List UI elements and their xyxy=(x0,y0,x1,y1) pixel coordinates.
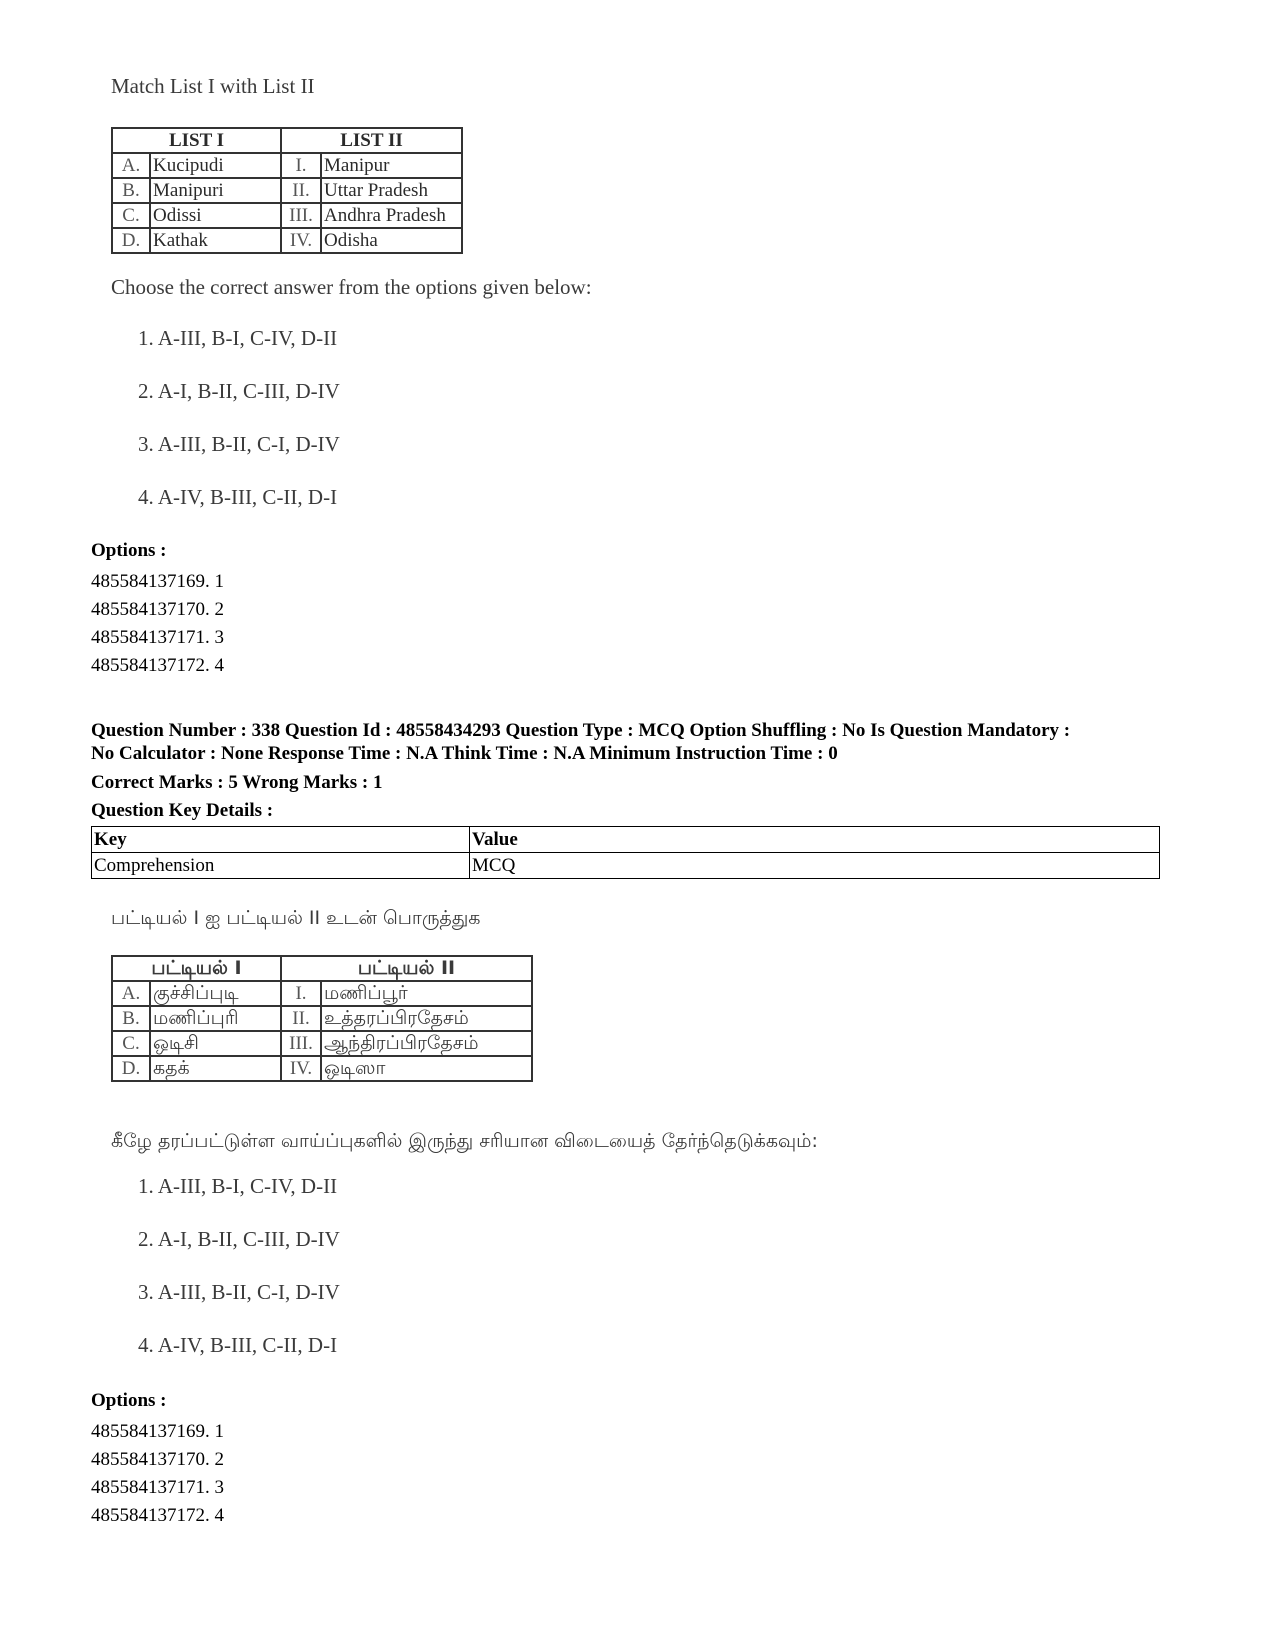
q2-options-list xyxy=(91,1418,224,1530)
q1-options-label: Options : xyxy=(91,540,167,561)
answer-option: 1. A-III, B-I, C-IV, D-II xyxy=(138,326,338,350)
row-numeral: III. xyxy=(281,203,321,228)
table-row xyxy=(112,203,462,228)
q2-choose-text: கீழே தரப்பட்டுள்ள வாய்ப்புகளில் இருந்து சரியான விடையைத் தேர்ந்தெடுக்கவும்: xyxy=(111,1130,818,1152)
answer-option: 4. A-IV, B-III, C-II, D-I xyxy=(138,485,338,509)
row-numeral: II. xyxy=(281,178,321,203)
row-numeral: I. xyxy=(281,153,321,178)
row-numeral: I. xyxy=(281,981,321,1006)
q1-choose-text: Choose the correct answer from the options given below: xyxy=(111,275,592,299)
option-id: 485584137170. 2 xyxy=(91,599,224,620)
row-match: Uttar Pradesh xyxy=(321,178,462,203)
q1-instruction: Match List I with List II xyxy=(111,74,315,98)
q2-key-table xyxy=(91,826,1160,879)
answer-option: 2. A-I, B-II, C-III, D-IV xyxy=(138,379,340,403)
row-numeral: II. xyxy=(281,1006,321,1031)
table-row xyxy=(112,1031,532,1056)
row-match: Odisha xyxy=(321,228,462,253)
q1-table-header-list1: LIST I xyxy=(112,128,281,153)
q2-options-label: Options : xyxy=(91,1390,167,1411)
row-numeral: III. xyxy=(281,1031,321,1056)
table-row xyxy=(92,853,1160,879)
table-row xyxy=(112,981,532,1006)
option-id: 485584137171. 3 xyxy=(91,1477,224,1498)
row-letter: C. xyxy=(112,1031,150,1056)
option-id: 485584137172. 4 xyxy=(91,1505,224,1526)
table-row xyxy=(112,228,462,253)
table-row xyxy=(112,1056,532,1081)
q1-match-table xyxy=(111,127,463,254)
q2-table-header-list2: பட்டியல் II xyxy=(281,956,532,981)
row-item: Odissi xyxy=(150,203,281,228)
table-row xyxy=(112,178,462,203)
q2-meta-line1: Question Number : 338 Question Id : 48558434293 Question Type : MCQ Option Shuffling : No Is Question Mandatory : xyxy=(91,720,1071,741)
option-id: 485584137169. 1 xyxy=(91,1421,224,1442)
row-item: Kucipudi xyxy=(150,153,281,178)
row-item: Manipuri xyxy=(150,178,281,203)
row-match: Manipur xyxy=(321,153,462,178)
option-id: 485584137170. 2 xyxy=(91,1449,224,1470)
q2-marks: Correct Marks : 5 Wrong Marks : 1 xyxy=(91,772,383,793)
option-id: 485584137171. 3 xyxy=(91,627,224,648)
key-header: Key xyxy=(92,827,470,853)
row-numeral: IV. xyxy=(281,1056,321,1081)
row-item: மணிப்புரி xyxy=(150,1006,281,1031)
option-id: 485584137172. 4 xyxy=(91,655,224,676)
row-item: Kathak xyxy=(150,228,281,253)
table-row xyxy=(92,827,1160,853)
option-id: 485584137169. 1 xyxy=(91,571,224,592)
row-match: ஒடிஸா xyxy=(321,1056,532,1081)
q2-match-table xyxy=(111,955,533,1082)
key-cell: Comprehension xyxy=(92,853,470,879)
q2-meta-line2: No Calculator : None Response Time : N.A Think Time : N.A Minimum Instruction Time : 0 xyxy=(91,743,838,764)
q1-table-header-list2: LIST II xyxy=(281,128,462,153)
row-item: குச்சிப்புடி xyxy=(150,981,281,1006)
row-letter: B. xyxy=(112,1006,150,1031)
row-letter: A. xyxy=(112,981,150,1006)
q2-table-header-list1: பட்டியல் I xyxy=(112,956,281,981)
value-cell: MCQ xyxy=(470,853,1160,879)
table-row xyxy=(112,153,462,178)
answer-option: 4. A-IV, B-III, C-II, D-I xyxy=(138,1333,338,1357)
q2-key-details-label: Question Key Details : xyxy=(91,800,274,821)
answer-option: 3. A-III, B-II, C-I, D-IV xyxy=(138,432,340,456)
row-letter: A. xyxy=(112,153,150,178)
q1-options-list xyxy=(91,568,224,680)
row-match: Andhra Pradesh xyxy=(321,203,462,228)
answer-option: 1. A-III, B-I, C-IV, D-II xyxy=(138,1174,338,1198)
row-letter: C. xyxy=(112,203,150,228)
answer-option: 3. A-III, B-II, C-I, D-IV xyxy=(138,1280,340,1304)
row-letter: D. xyxy=(112,228,150,253)
row-match: ஆந்திரப்பிரதேசம் xyxy=(321,1031,532,1056)
q2-instruction: பட்டியல் I ஐ பட்டியல் II உடன் பொருத்துக xyxy=(111,907,481,929)
row-item: கதக் xyxy=(150,1056,281,1081)
table-row xyxy=(112,1006,532,1031)
row-match: உத்தரப்பிரதேசம் xyxy=(321,1006,532,1031)
row-numeral: IV. xyxy=(281,228,321,253)
answer-option: 2. A-I, B-II, C-III, D-IV xyxy=(138,1227,340,1251)
row-letter: B. xyxy=(112,178,150,203)
row-letter: D. xyxy=(112,1056,150,1081)
row-match: மணிப்பூர் xyxy=(321,981,532,1006)
row-item: ஒடிசி xyxy=(150,1031,281,1056)
value-header: Value xyxy=(470,827,1160,853)
